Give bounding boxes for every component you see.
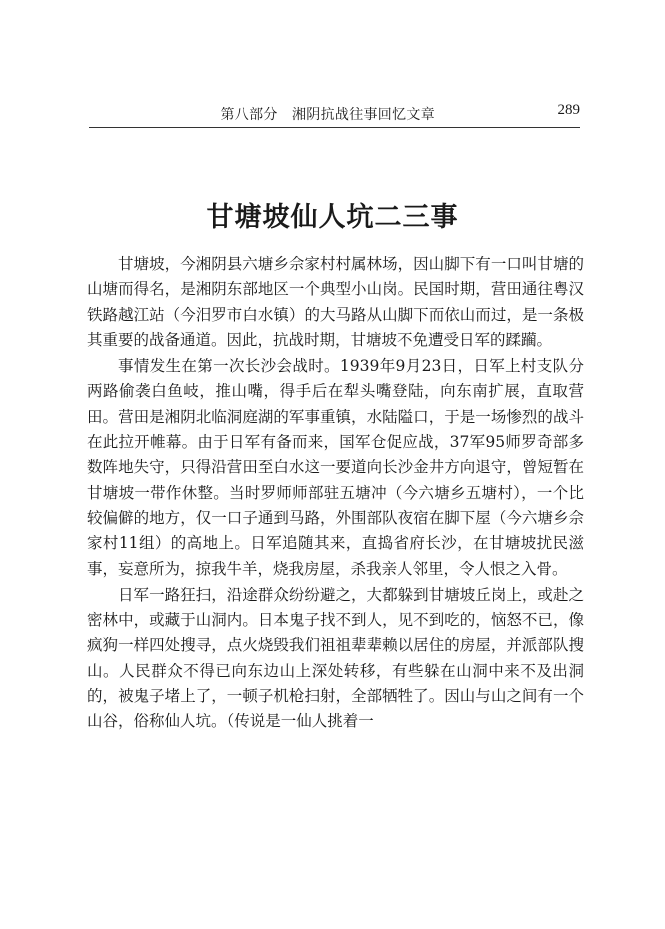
page-number: 289	[557, 102, 580, 118]
header-rule	[89, 127, 580, 128]
section-title: 第八部分 湘阴抗战往事回忆文章	[220, 107, 435, 123]
paragraph: 事情发生在第一次长沙会战时。1939年9月23日，日军上村支队分两路偷袭白鱼岐，推山嘴，得手后在犁头嘴登陆，向东南扩展，直取营田。营田是湘阴北临洞庭湖的军事重镇，水陆隘口，于是一场惨烈的战斗在此拉开帷幕。由于日军有备而来，国军仓促应战，37军95师罗奇部多数阵地失守，只得沿营田至白水这一要道向长沙金井方向退守，曾短暂在甘塘坡一带作休整。当时罗师师部驻五塘冲（今六塘乡五塘村），一个比较偏僻的地方，仅一口子通到马路，外围部队夜宿在脚下屋（今六塘乡佘家村11组）的高地上。日军追随其来，直捣省府长沙，在甘塘坡扰民滋事，妄意所为，掠我牛羊，烧我房屋，杀我亲人邻里，令人恨之入骨。	[87, 357, 584, 578]
article-title: 甘塘坡仙人坑二三事	[206, 202, 459, 233]
paragraph: 日军一路狂扫，沿途群众纷纷避之，大都躲到甘塘坡丘岗上，或赴之密林中，或藏于山洞内。日本鬼子找不到人，见不到吃的，恼怒不已，像疯狗一样四处搜寻，点火烧毁我们祖祖辈辈赖以居住的房屋，并派部队搜山。人民群众不得已向东边山上深处转移，有些躲在山洞中来不及出洞的，被鬼子堵上了，一顿子机枪扫射，全部牺牲了。因山与山之间有一个山谷，俗称仙人坑。（传说是一仙人挑着一	[87, 585, 584, 731]
paragraph: 甘塘坡，今湘阴县六塘乡佘家村村属林场，因山脚下有一口叫甘塘的山塘而得名，是湘阴东部地区一个典型小山岗。民国时期，营田通往粤汉铁路越江站（今汨罗市白水镇）的大马路从山脚下而依山而过，是一条极其重要的战备通道。因此，抗战时期，甘塘坡不免遭受日军的蹂躏。	[87, 255, 584, 349]
article-body	[87, 252, 584, 736]
running-header	[89, 100, 580, 126]
